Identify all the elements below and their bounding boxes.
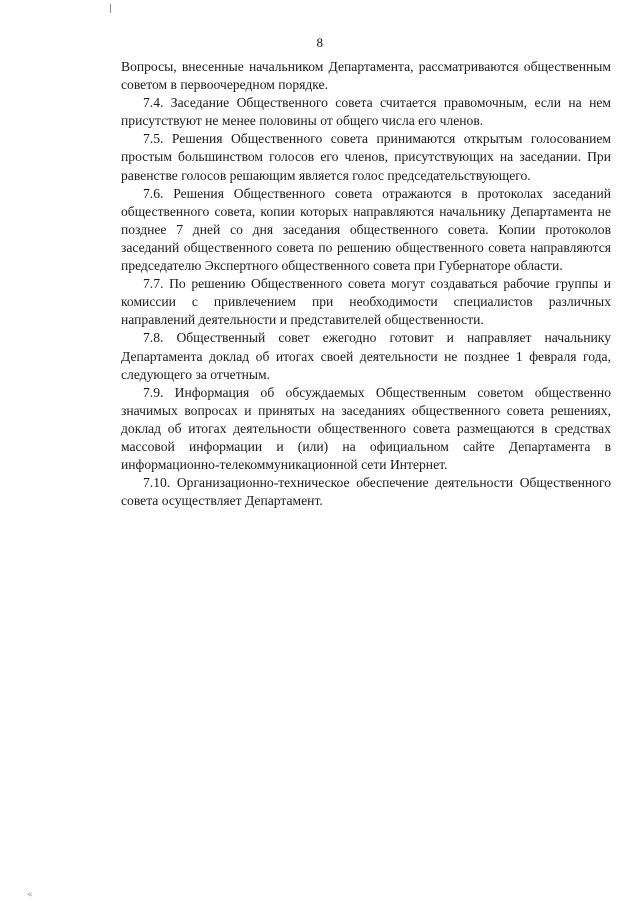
- paragraph-7-10: 7.10. Организационно-техническое обеспечение деятельности Общественного совета осуществляет Департамент.: [121, 475, 611, 509]
- paragraph-7-7: 7.7. По решению Общественного совета могут создаваться рабочие группы и комиссии с привлечением при необходимости специалистов различных направлений деятельности и представителей общественности.: [121, 276, 611, 328]
- scan-margin-mark: [110, 4, 111, 13]
- scan-corner-mark: «: [27, 890, 33, 900]
- paragraph-7-9: 7.9. Информация об обсуждаемых Общественным советом общественно значимых вопросах и принятых на заседаниях общественного совета решениях, доклад об итогах деятельности общественного совета размещаются в средствах массовой информации и (или) на официальном сайте Департамента в информационно-телекоммуникационной сети Интернет.: [121, 384, 611, 473]
- document-body: [121, 58, 611, 510]
- paragraph-7-5: 7.5. Решения Общественного совета принимаются открытым голосованием простым большинством голосов его членов, присутствующих на заседании. При равенстве голосов решающим является голос председательствующего.: [121, 131, 611, 183]
- paragraph-7-4: 7.4. Заседание Общественного совета считается правомочным, если на нем присутствуют не менее половины от общего числа его членов.: [121, 95, 611, 129]
- paragraph-continuation: Вопросы, внесенные начальником Департамента, рассматриваются общественным советом в первоочередном порядке.: [121, 59, 611, 93]
- paragraph-7-8: 7.8. Общественный совет ежегодно готовит и направляет начальнику Департамента доклад об итогах своей деятельности не позднее 1 февраля года, следующего за отчетным.: [121, 330, 611, 382]
- page-number: 8: [316, 35, 324, 50]
- paragraph-7-6: 7.6. Решения Общественного совета отражаются в протоколах заседаний общественного совета, копии которых направляются начальнику Департамента не позднее 7 дней со дня заседания общественного совета. Копии протоколов заседаний общественного совета по решению общественного совета направляются председателю Экспертного общественного совета при Губернаторе области.: [121, 185, 611, 274]
